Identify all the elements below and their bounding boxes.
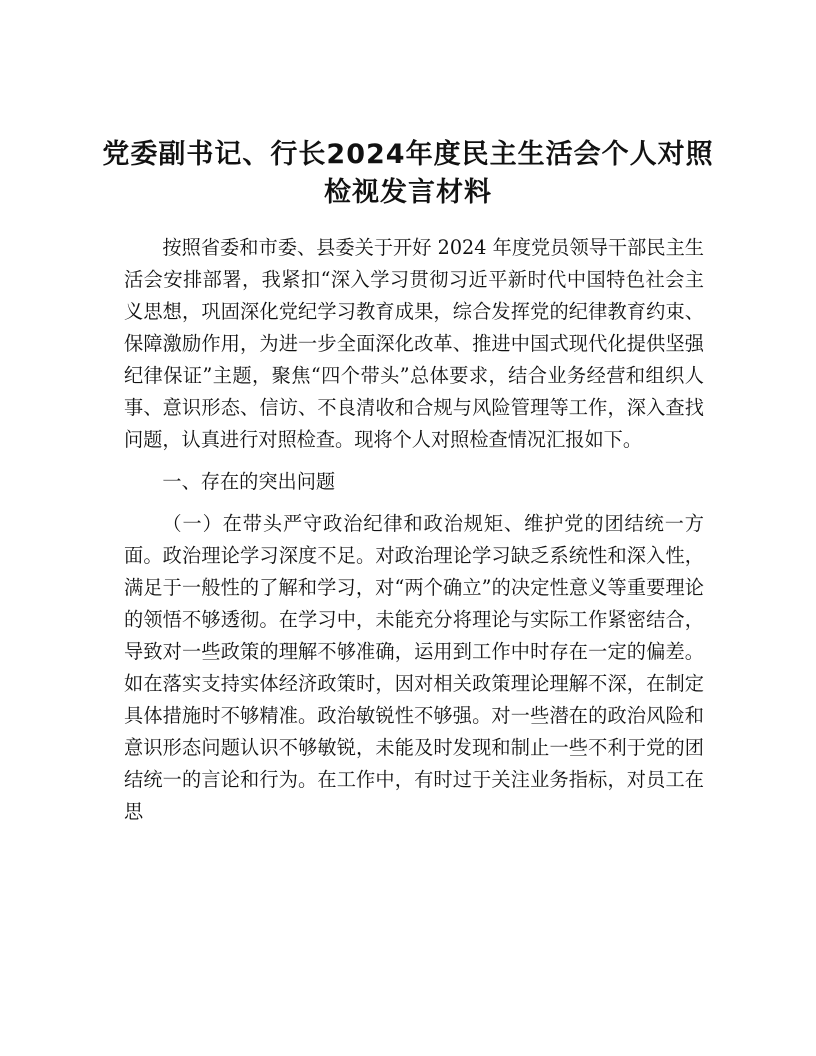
intro-paragraph: 按照省委和市委、县委关于开好 2024 年度党员领导干部民主生活会安排部署，我紧扣“深入学习贯彻习近平新时代中国特色社会主义思想，巩固深化党纪学习教育成果，综合发挥党的纪律教育约束、保障激励作用，为进一步全面深化改革、推进中国式现代化提供坚强纪律保证”主题，聚焦“四个带头”总体要求，结合业务经营和组织人事、意识形态、信访、不良清收和合规与风险管理等工作，深入查找问题，认真进行对照检查。现将个人对照检查情况汇报如下。 bbox=[124, 236, 704, 451]
document-title: 党委副书记、行长2024年度民主生活会个人对照检视发言材料 bbox=[102, 139, 714, 208]
subsection-paragraph: （一）在带头严守政治纪律和政治规矩、维护党的团结统一方面。政治理论学习深度不足。对政治理论学习缺乏系统性和深入性，满足于一般性的了解和学习，对“两个确立”的决定性意义等重要理论的领悟不够透彻。在学习中，未能充分将理论与实际工作紧密结合，导致对一些政策的理解不够准确，运用到工作中时存在一定的偏差。如在落实支持实体经济政策时，因对相关政策理论理解不深，在制定具体措施时不够精准。政治敏锐性不够强。对一些潜在的政治风险和意识形态问题认识不够敏锐，未能及时发现和制止一些不利于党的团结统一的言论和行为。在工作中，有时过于关注业务指标，对员工在思 bbox=[124, 512, 704, 823]
section-heading: 一、存在的突出问题 bbox=[162, 470, 336, 493]
document-body bbox=[124, 232, 704, 828]
